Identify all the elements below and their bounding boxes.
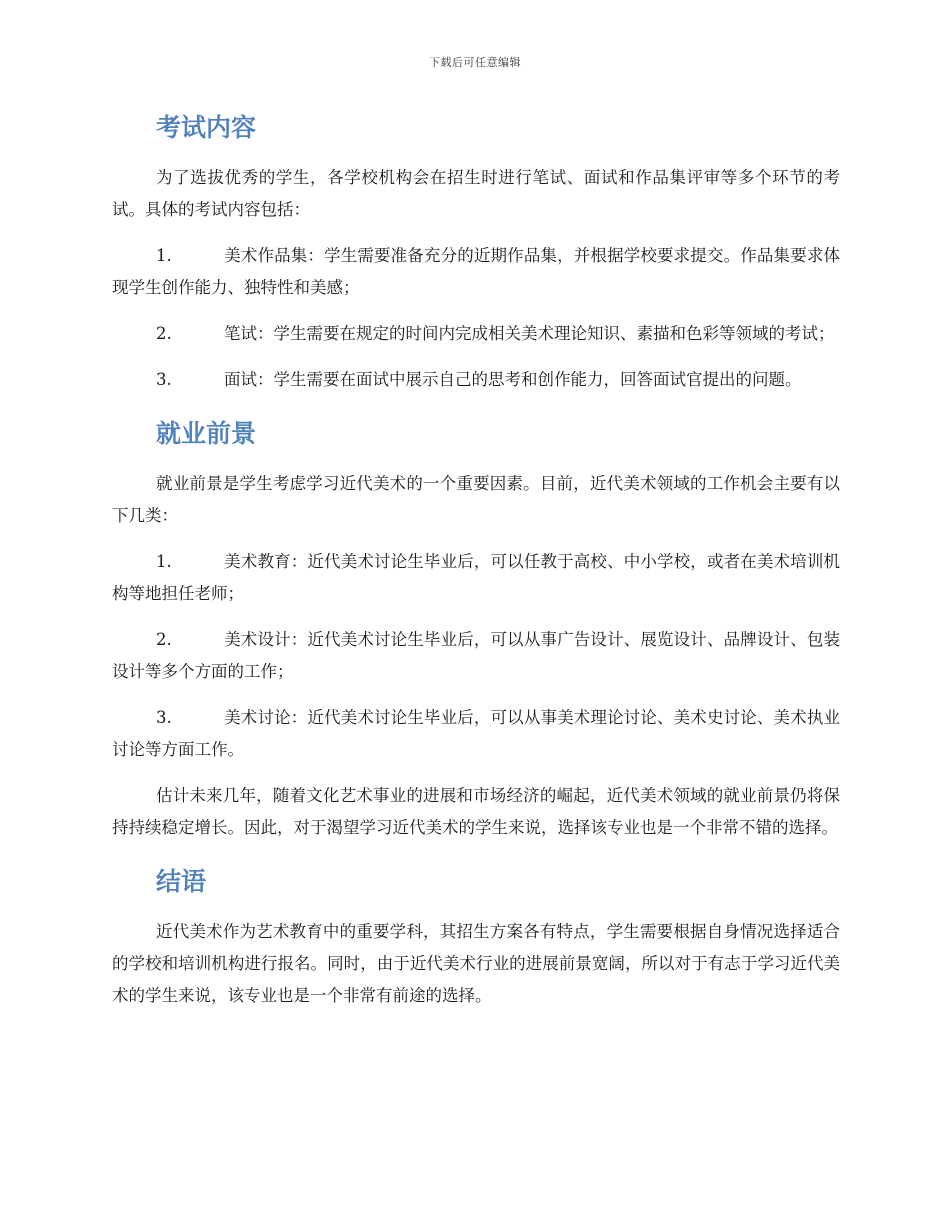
section-heading: 结语 (156, 867, 207, 896)
list-number: 1. (156, 552, 172, 571)
list-number: 1. (156, 246, 172, 265)
section-employment-prospects (112, 414, 840, 844)
page-header: 下载后可任意编辑 (429, 56, 521, 69)
list-item-text: 面试：学生需要在面试中展示自己的思考和创作能力，回答面试官提出的问题。 (224, 370, 802, 389)
list-item-text: 美术作品集：学生需要准备充分的近期作品集，并根据学校要求提交。作品集要求体现学生创作能力、独特性和美感； (112, 246, 840, 297)
section-exam-content (112, 108, 840, 396)
section-conclusion (112, 862, 840, 1012)
section-intro-paragraph: 就业前景是学生考虑学习近代美术的一个重要因素。目前，近代美术领域的工作机会主要有以下几类： (112, 474, 840, 525)
list-item-text: 美术讨论：近代美术讨论生毕业后，可以从事美术理论讨论、美术史讨论、美术执业讨论等方面工作。 (112, 708, 840, 759)
list-number: 2. (156, 324, 172, 343)
list-item (112, 546, 840, 610)
document-body (112, 108, 840, 1026)
list-number: 3. (156, 708, 172, 727)
list-item (112, 624, 840, 688)
list-item (112, 240, 840, 304)
section-intro-paragraph: 为了选拔优秀的学生，各学校机构会在招生时进行笔试、面试和作品集评审等多个环节的考试。具体的考试内容包括： (112, 168, 840, 219)
list-item (112, 318, 840, 350)
section-heading: 就业前景 (156, 419, 257, 448)
list-item-text: 美术教育：近代美术讨论生毕业后，可以任教于高校、中小学校，或者在美术培训机构等地担任老师； (112, 552, 840, 603)
list-number: 3. (156, 370, 172, 389)
list-number: 2. (156, 630, 172, 649)
list-item (112, 364, 840, 396)
section-heading: 考试内容 (156, 113, 257, 142)
list-item (112, 702, 840, 766)
list-item-text: 笔试：学生需要在规定的时间内完成相关美术理论知识、素描和色彩等领域的考试； (224, 324, 835, 343)
list-item-text: 美术设计：近代美术讨论生毕业后，可以从事广告设计、展览设计、品牌设计、包装设计等多个方面的工作； (112, 630, 840, 681)
section-intro-paragraph: 近代美术作为艺术教育中的重要学科，其招生方案各有特点，学生需要根据自身情况选择适合的学校和培训机构进行报名。同时，由于近代美术行业的进展前景宽阔，所以对于有志于学习近代美术的学生来说，该专业也是一个非常有前途的选择。 (112, 922, 840, 1005)
section-outro-paragraph: 估计未来几年，随着文化艺术事业的进展和市场经济的崛起，近代美术领域的就业前景仍将保持持续稳定增长。因此，对于渴望学习近代美术的学生来说，选择该专业也是一个非常不错的选择。 (112, 786, 840, 837)
